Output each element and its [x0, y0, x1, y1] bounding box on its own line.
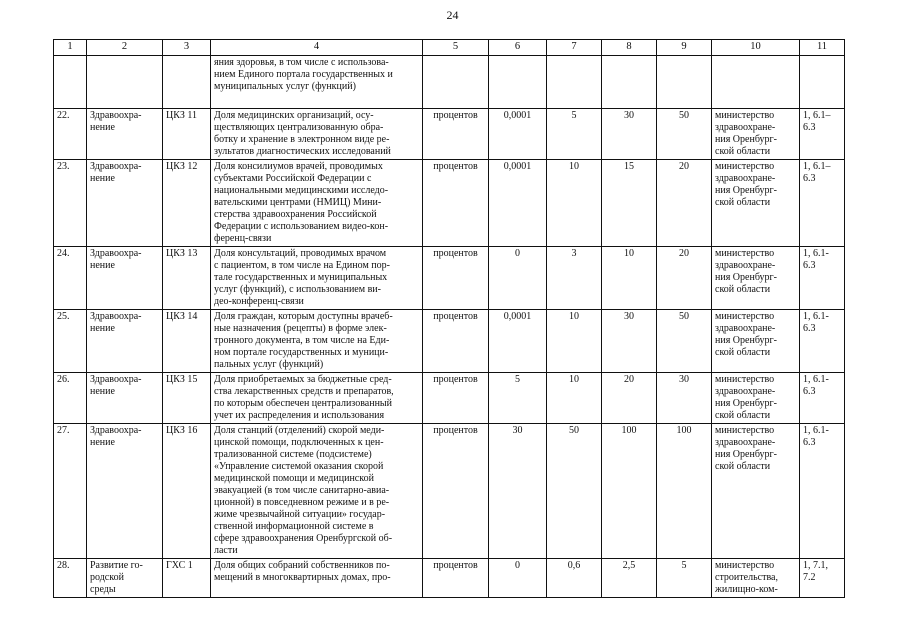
header-cell: 6 — [489, 40, 547, 56]
header-cell: 1 — [54, 40, 87, 56]
unit-cell: процентов — [423, 160, 489, 247]
indicator-cell: Доля граждан, которым доступны врачеб- ные назначения (рецепты) в форме элек- тронного документа, в том числе на Еди- ном портале государственных и муници- пальных услуг (функций) — [211, 310, 423, 373]
reference-cell: 1, 6.1-6.3 — [800, 424, 845, 559]
row-number-cell: 25. — [54, 310, 87, 373]
indicator-code-cell: ЦКЗ 15 — [163, 373, 211, 424]
responsible-cell: министерство здравоохране- ния Оренбург- ской области — [712, 109, 800, 160]
row-number-cell: 28. — [54, 559, 87, 598]
value-cell: 30 — [602, 109, 657, 160]
empty-cell — [87, 56, 163, 109]
row-number-cell: 27. — [54, 424, 87, 559]
table-row — [54, 160, 845, 247]
reference-cell: 1, 6.1–6.3 — [800, 109, 845, 160]
unit-cell: процентов — [423, 424, 489, 559]
table-row — [54, 373, 845, 424]
value-cell: 10 — [547, 160, 602, 247]
header-cell: 2 — [87, 40, 163, 56]
table-row — [54, 109, 845, 160]
responsible-cell: министерство здравоохране- ния Оренбург- ской области — [712, 424, 800, 559]
value-cell: 15 — [602, 160, 657, 247]
empty-cell — [547, 56, 602, 109]
row-number-cell: 24. — [54, 247, 87, 310]
value-cell: 30 — [657, 373, 712, 424]
table-row — [54, 559, 845, 598]
value-cell: 2,5 — [602, 559, 657, 598]
value-cell: 0 — [489, 559, 547, 598]
table-row — [54, 424, 845, 559]
table-row — [54, 310, 845, 373]
header-cell: 3 — [163, 40, 211, 56]
empty-cell — [163, 56, 211, 109]
sphere-cell: Здравоохра- нение — [87, 109, 163, 160]
value-cell: 30 — [602, 310, 657, 373]
indicator-cell: Доля общих собраний собственников по- мещений в многоквартирных домах, про- — [211, 559, 423, 598]
unit-cell: процентов — [423, 373, 489, 424]
indicators-table — [53, 39, 845, 598]
indicator-cell: Доля медицинских организаций, осу- ществляющих централизованную обра- ботку и хранение в электронном виде ре- зультатов диагностических исследований — [211, 109, 423, 160]
header-cell: 9 — [657, 40, 712, 56]
unit-cell: процентов — [423, 247, 489, 310]
reference-cell: 1, 6.1-6.3 — [800, 247, 845, 310]
reference-cell: 1, 6.1-6.3 — [800, 373, 845, 424]
header-cell: 11 — [800, 40, 845, 56]
value-cell: 5 — [547, 109, 602, 160]
value-cell: 0,0001 — [489, 109, 547, 160]
responsible-cell: министерство здравоохране- ния Оренбург- ской области — [712, 373, 800, 424]
value-cell: 20 — [657, 160, 712, 247]
value-cell: 100 — [602, 424, 657, 559]
value-cell: 0,6 — [547, 559, 602, 598]
value-cell: 3 — [547, 247, 602, 310]
row-number-cell: 26. — [54, 373, 87, 424]
table-row-continuation — [54, 56, 845, 109]
indicator-code-cell: ЦКЗ 12 — [163, 160, 211, 247]
sphere-cell: Здравоохра- нение — [87, 247, 163, 310]
empty-cell — [423, 56, 489, 109]
unit-cell: процентов — [423, 559, 489, 598]
indicator-code-cell: ЦКЗ 14 — [163, 310, 211, 373]
empty-cell — [54, 56, 87, 109]
table-row — [54, 247, 845, 310]
indicator-code-cell: ГХС 1 — [163, 559, 211, 598]
value-cell: 20 — [657, 247, 712, 310]
sphere-cell: Здравоохра- нение — [87, 160, 163, 247]
header-cell: 5 — [423, 40, 489, 56]
empty-cell — [712, 56, 800, 109]
row-number-cell: 22. — [54, 109, 87, 160]
page-number: 24 — [446, 8, 459, 22]
column-number-row — [54, 40, 845, 56]
value-cell: 0 — [489, 247, 547, 310]
value-cell: 20 — [602, 373, 657, 424]
indicator-cell: Доля станций (отделений) скорой меди- цинской помощи, подключенных к цен- трализованной системе (подсистеме) «Управление системой оказания скорой медицинской помощи и медицинской эвакуацией (в том числе санитарно-авиа- ционной) в повседневном режиме и в ре- жиме чрезвычайной ситуации» государ- ственной информационной системе в сфере здравоохранения Оренбургской об- ласти — [211, 424, 423, 559]
unit-cell: процентов — [423, 109, 489, 160]
header-cell: 4 — [211, 40, 423, 56]
responsible-cell: министерство здравоохране- ния Оренбург- ской области — [712, 160, 800, 247]
responsible-cell: министерство строительства, жилищно-ком- — [712, 559, 800, 598]
value-cell: 100 — [657, 424, 712, 559]
empty-cell — [489, 56, 547, 109]
reference-cell: 1, 7.1, 7.2 — [800, 559, 845, 598]
value-cell: 0,0001 — [489, 160, 547, 247]
sphere-cell: Здравоохра- нение — [87, 373, 163, 424]
unit-cell: процентов — [423, 310, 489, 373]
empty-cell — [657, 56, 712, 109]
sphere-cell: Здравоохра- нение — [87, 310, 163, 373]
responsible-cell: министерство здравоохране- ния Оренбург- ской области — [712, 247, 800, 310]
value-cell: 50 — [547, 424, 602, 559]
value-cell: 30 — [489, 424, 547, 559]
value-cell: 0,0001 — [489, 310, 547, 373]
indicator-cell: Доля консультаций, проводимых врачом с пациентом, в том числе на Едином пор- тале государственных и муниципальных услуг (функций), с использованием ви- део-конференц-связи — [211, 247, 423, 310]
responsible-cell: министерство здравоохране- ния Оренбург- ской области — [712, 310, 800, 373]
indicator-cell: яния здоровья, в том числе с использова- нием Единого портала государственных и муниципальных услуг (функций) — [211, 56, 423, 109]
value-cell: 10 — [547, 310, 602, 373]
value-cell: 50 — [657, 310, 712, 373]
value-cell: 5 — [489, 373, 547, 424]
indicator-cell: Доля консилиумов врачей, проводимых субъектами Российской Федерации с национальными медицинскими исследо- вательскими центрами (НМИЦ) Мини- стерства здравоохранения Российской Федерации с использованием видео-кон- ференц-связи — [211, 160, 423, 247]
indicator-code-cell: ЦКЗ 13 — [163, 247, 211, 310]
value-cell: 5 — [657, 559, 712, 598]
reference-cell: 1, 6.1-6.3 — [800, 310, 845, 373]
value-cell: 50 — [657, 109, 712, 160]
header-cell: 10 — [712, 40, 800, 56]
value-cell: 10 — [547, 373, 602, 424]
row-number-cell: 23. — [54, 160, 87, 247]
sphere-cell: Здравоохра- нение — [87, 424, 163, 559]
header-cell: 8 — [602, 40, 657, 56]
value-cell: 10 — [602, 247, 657, 310]
empty-cell — [800, 56, 845, 109]
header-cell: 7 — [547, 40, 602, 56]
indicator-code-cell: ЦКЗ 11 — [163, 109, 211, 160]
indicator-cell: Доля приобретаемых за бюджетные сред- ства лекарственных средств и препаратов, по которым обеспечен централизованный учет их распределения и использования — [211, 373, 423, 424]
empty-cell — [602, 56, 657, 109]
indicator-code-cell: ЦКЗ 16 — [163, 424, 211, 559]
reference-cell: 1, 6.1– 6.3 — [800, 160, 845, 247]
sphere-cell: Развитие го- родской среды — [87, 559, 163, 598]
